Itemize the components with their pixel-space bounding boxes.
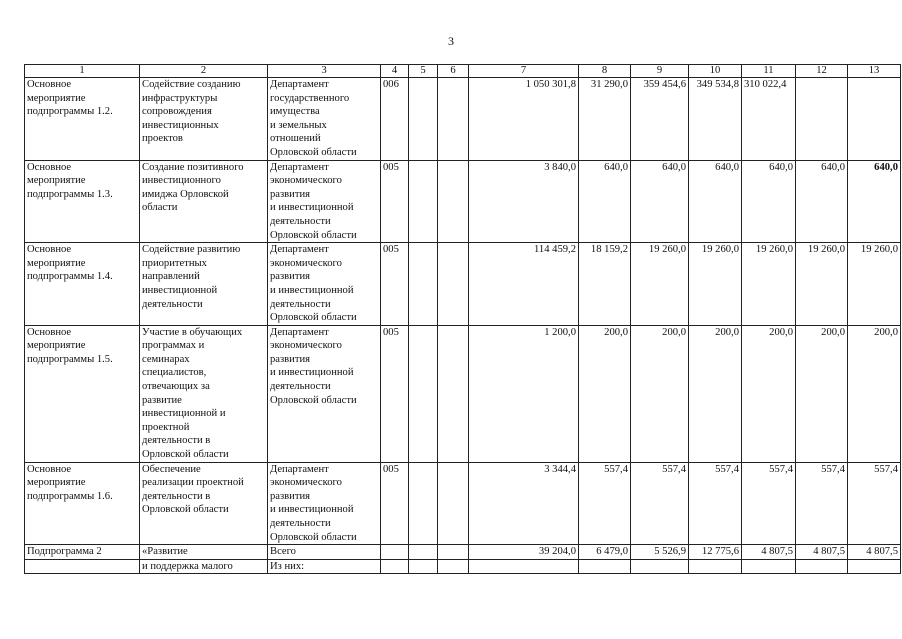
empty-cell bbox=[438, 78, 469, 161]
col-header-4: 4 bbox=[381, 65, 409, 78]
event-name: Основное мероприятие подпрограммы 1.2. bbox=[25, 78, 140, 161]
empty-cell bbox=[409, 325, 438, 462]
table-row bbox=[25, 78, 901, 161]
empty-cell bbox=[796, 559, 848, 574]
empty-cell bbox=[438, 462, 469, 545]
empty-cell bbox=[438, 243, 469, 326]
empty-cell bbox=[631, 559, 689, 574]
code-cell: 005 bbox=[381, 243, 409, 326]
value-cell bbox=[848, 78, 901, 161]
value-cell: 349 534,8 bbox=[689, 78, 742, 161]
code-cell: 006 bbox=[381, 78, 409, 161]
value-cell: 557,4 bbox=[631, 462, 689, 545]
code-cell: 005 bbox=[381, 160, 409, 243]
empty-cell bbox=[438, 325, 469, 462]
value-cell: 19 260,0 bbox=[689, 243, 742, 326]
value-cell: 19 260,0 bbox=[631, 243, 689, 326]
empty-cell bbox=[689, 559, 742, 574]
value-cell: 640,0 bbox=[848, 160, 901, 243]
event-description: Содействие развитию приоритетных направлений инвестиционной деятельности bbox=[140, 243, 268, 326]
col-header-3: 3 bbox=[268, 65, 381, 78]
empty-cell bbox=[742, 559, 796, 574]
value-cell: 640,0 bbox=[742, 160, 796, 243]
value-cell: 640,0 bbox=[631, 160, 689, 243]
col-header-12: 12 bbox=[796, 65, 848, 78]
header-row bbox=[25, 65, 901, 78]
event-description: Участие в обучающих программах и семинарах специалистов, отвечающих за развитие инвестиционной и проектной деятельности в Орловской области bbox=[140, 325, 268, 462]
event-description: Содействие созданию инфраструктуры сопровождения инвестиционных проектов bbox=[140, 78, 268, 161]
empty-cell bbox=[438, 559, 469, 574]
responsible-department: Департамент государственного имущества и земельных отношений Орловской области bbox=[268, 78, 381, 161]
total-value: 1 050 301,8 bbox=[469, 78, 579, 161]
col-header-8: 8 bbox=[579, 65, 631, 78]
value-cell: 31 290,0 bbox=[579, 78, 631, 161]
col-header-2: 2 bbox=[140, 65, 268, 78]
empty-cell bbox=[579, 559, 631, 574]
budget-table bbox=[24, 64, 901, 574]
col-header-6: 6 bbox=[438, 65, 469, 78]
event-name: Основное мероприятие подпрограммы 1.4. bbox=[25, 243, 140, 326]
value-cell: 19 260,0 bbox=[796, 243, 848, 326]
empty-cell bbox=[469, 559, 579, 574]
subprogram-total-row bbox=[25, 545, 901, 560]
col-header-10: 10 bbox=[689, 65, 742, 78]
value-cell: 200,0 bbox=[848, 325, 901, 462]
total-value: 39 204,0 bbox=[469, 545, 579, 560]
table-row bbox=[25, 243, 901, 326]
table-row bbox=[25, 160, 901, 243]
col-header-1: 1 bbox=[25, 65, 140, 78]
col-header-9: 9 bbox=[631, 65, 689, 78]
empty-cell bbox=[409, 559, 438, 574]
empty-cell bbox=[409, 160, 438, 243]
value-cell: 18 159,2 bbox=[579, 243, 631, 326]
value-cell: 200,0 bbox=[689, 325, 742, 462]
empty-cell bbox=[438, 160, 469, 243]
value-cell: 640,0 bbox=[689, 160, 742, 243]
responsible-department: Департамент экономического развития и инвестиционной деятельности Орловской области bbox=[268, 462, 381, 545]
event-description: Создание позитивного инвестиционного имиджа Орловской области bbox=[140, 160, 268, 243]
table-row bbox=[25, 325, 901, 462]
col-header-5: 5 bbox=[409, 65, 438, 78]
col-header-11: 11 bbox=[742, 65, 796, 78]
responsible-department: Департамент экономического развития и инвестиционной деятельности Орловской области bbox=[268, 243, 381, 326]
empty-cell bbox=[409, 462, 438, 545]
empty-cell bbox=[381, 559, 409, 574]
col-header-7: 7 bbox=[469, 65, 579, 78]
value-cell: 310 022,4 bbox=[742, 78, 796, 161]
total-label: Всего bbox=[268, 545, 381, 560]
total-value: 114 459,2 bbox=[469, 243, 579, 326]
value-cell: 19 260,0 bbox=[848, 243, 901, 326]
empty-cell bbox=[409, 78, 438, 161]
event-description: Обеспечение реализации проектной деятельности в Орловской области bbox=[140, 462, 268, 545]
value-cell bbox=[796, 78, 848, 161]
value-cell: 5 526,9 bbox=[631, 545, 689, 560]
empty-cell bbox=[848, 559, 901, 574]
col-header-13: 13 bbox=[848, 65, 901, 78]
value-cell: 200,0 bbox=[796, 325, 848, 462]
code-cell: 005 bbox=[381, 462, 409, 545]
event-name: Основное мероприятие подпрограммы 1.5. bbox=[25, 325, 140, 462]
value-cell: 200,0 bbox=[579, 325, 631, 462]
value-cell: 200,0 bbox=[631, 325, 689, 462]
breakdown-label: Из них: bbox=[268, 559, 381, 574]
page-number: 3 bbox=[448, 34, 454, 48]
event-name: Основное мероприятие подпрограммы 1.3. bbox=[25, 160, 140, 243]
code-cell: 005 bbox=[381, 325, 409, 462]
value-cell: 4 807,5 bbox=[848, 545, 901, 560]
value-cell: 19 260,0 bbox=[742, 243, 796, 326]
subprogram-title-line: «Развитие bbox=[140, 545, 268, 560]
table-row bbox=[25, 462, 901, 545]
empty-cell bbox=[25, 559, 140, 574]
value-cell: 557,4 bbox=[796, 462, 848, 545]
total-value: 1 200,0 bbox=[469, 325, 579, 462]
total-value: 3 840,0 bbox=[469, 160, 579, 243]
subprogram-name: Подпрограмма 2 bbox=[25, 545, 140, 560]
value-cell: 640,0 bbox=[796, 160, 848, 243]
value-cell: 6 479,0 bbox=[579, 545, 631, 560]
responsible-department: Департамент экономического развития и инвестиционной деятельности Орловской области bbox=[268, 325, 381, 462]
event-name: Основное мероприятие подпрограммы 1.6. bbox=[25, 462, 140, 545]
value-cell: 200,0 bbox=[742, 325, 796, 462]
value-cell: 4 807,5 bbox=[796, 545, 848, 560]
responsible-department: Департамент экономического развития и инвестиционной деятельности Орловской области bbox=[268, 160, 381, 243]
empty-cell bbox=[438, 545, 469, 560]
empty-cell bbox=[409, 243, 438, 326]
value-cell: 4 807,5 bbox=[742, 545, 796, 560]
subprogram-title-line: и поддержка малого bbox=[140, 559, 268, 574]
subprogram-breakdown-row bbox=[25, 559, 901, 574]
value-cell: 557,4 bbox=[579, 462, 631, 545]
value-cell: 557,4 bbox=[848, 462, 901, 545]
value-cell: 640,0 bbox=[579, 160, 631, 243]
value-cell: 557,4 bbox=[742, 462, 796, 545]
value-cell: 12 775,6 bbox=[689, 545, 742, 560]
empty-cell bbox=[409, 545, 438, 560]
total-value: 3 344,4 bbox=[469, 462, 579, 545]
value-cell: 557,4 bbox=[689, 462, 742, 545]
value-cell: 359 454,6 bbox=[631, 78, 689, 161]
empty-cell bbox=[381, 545, 409, 560]
